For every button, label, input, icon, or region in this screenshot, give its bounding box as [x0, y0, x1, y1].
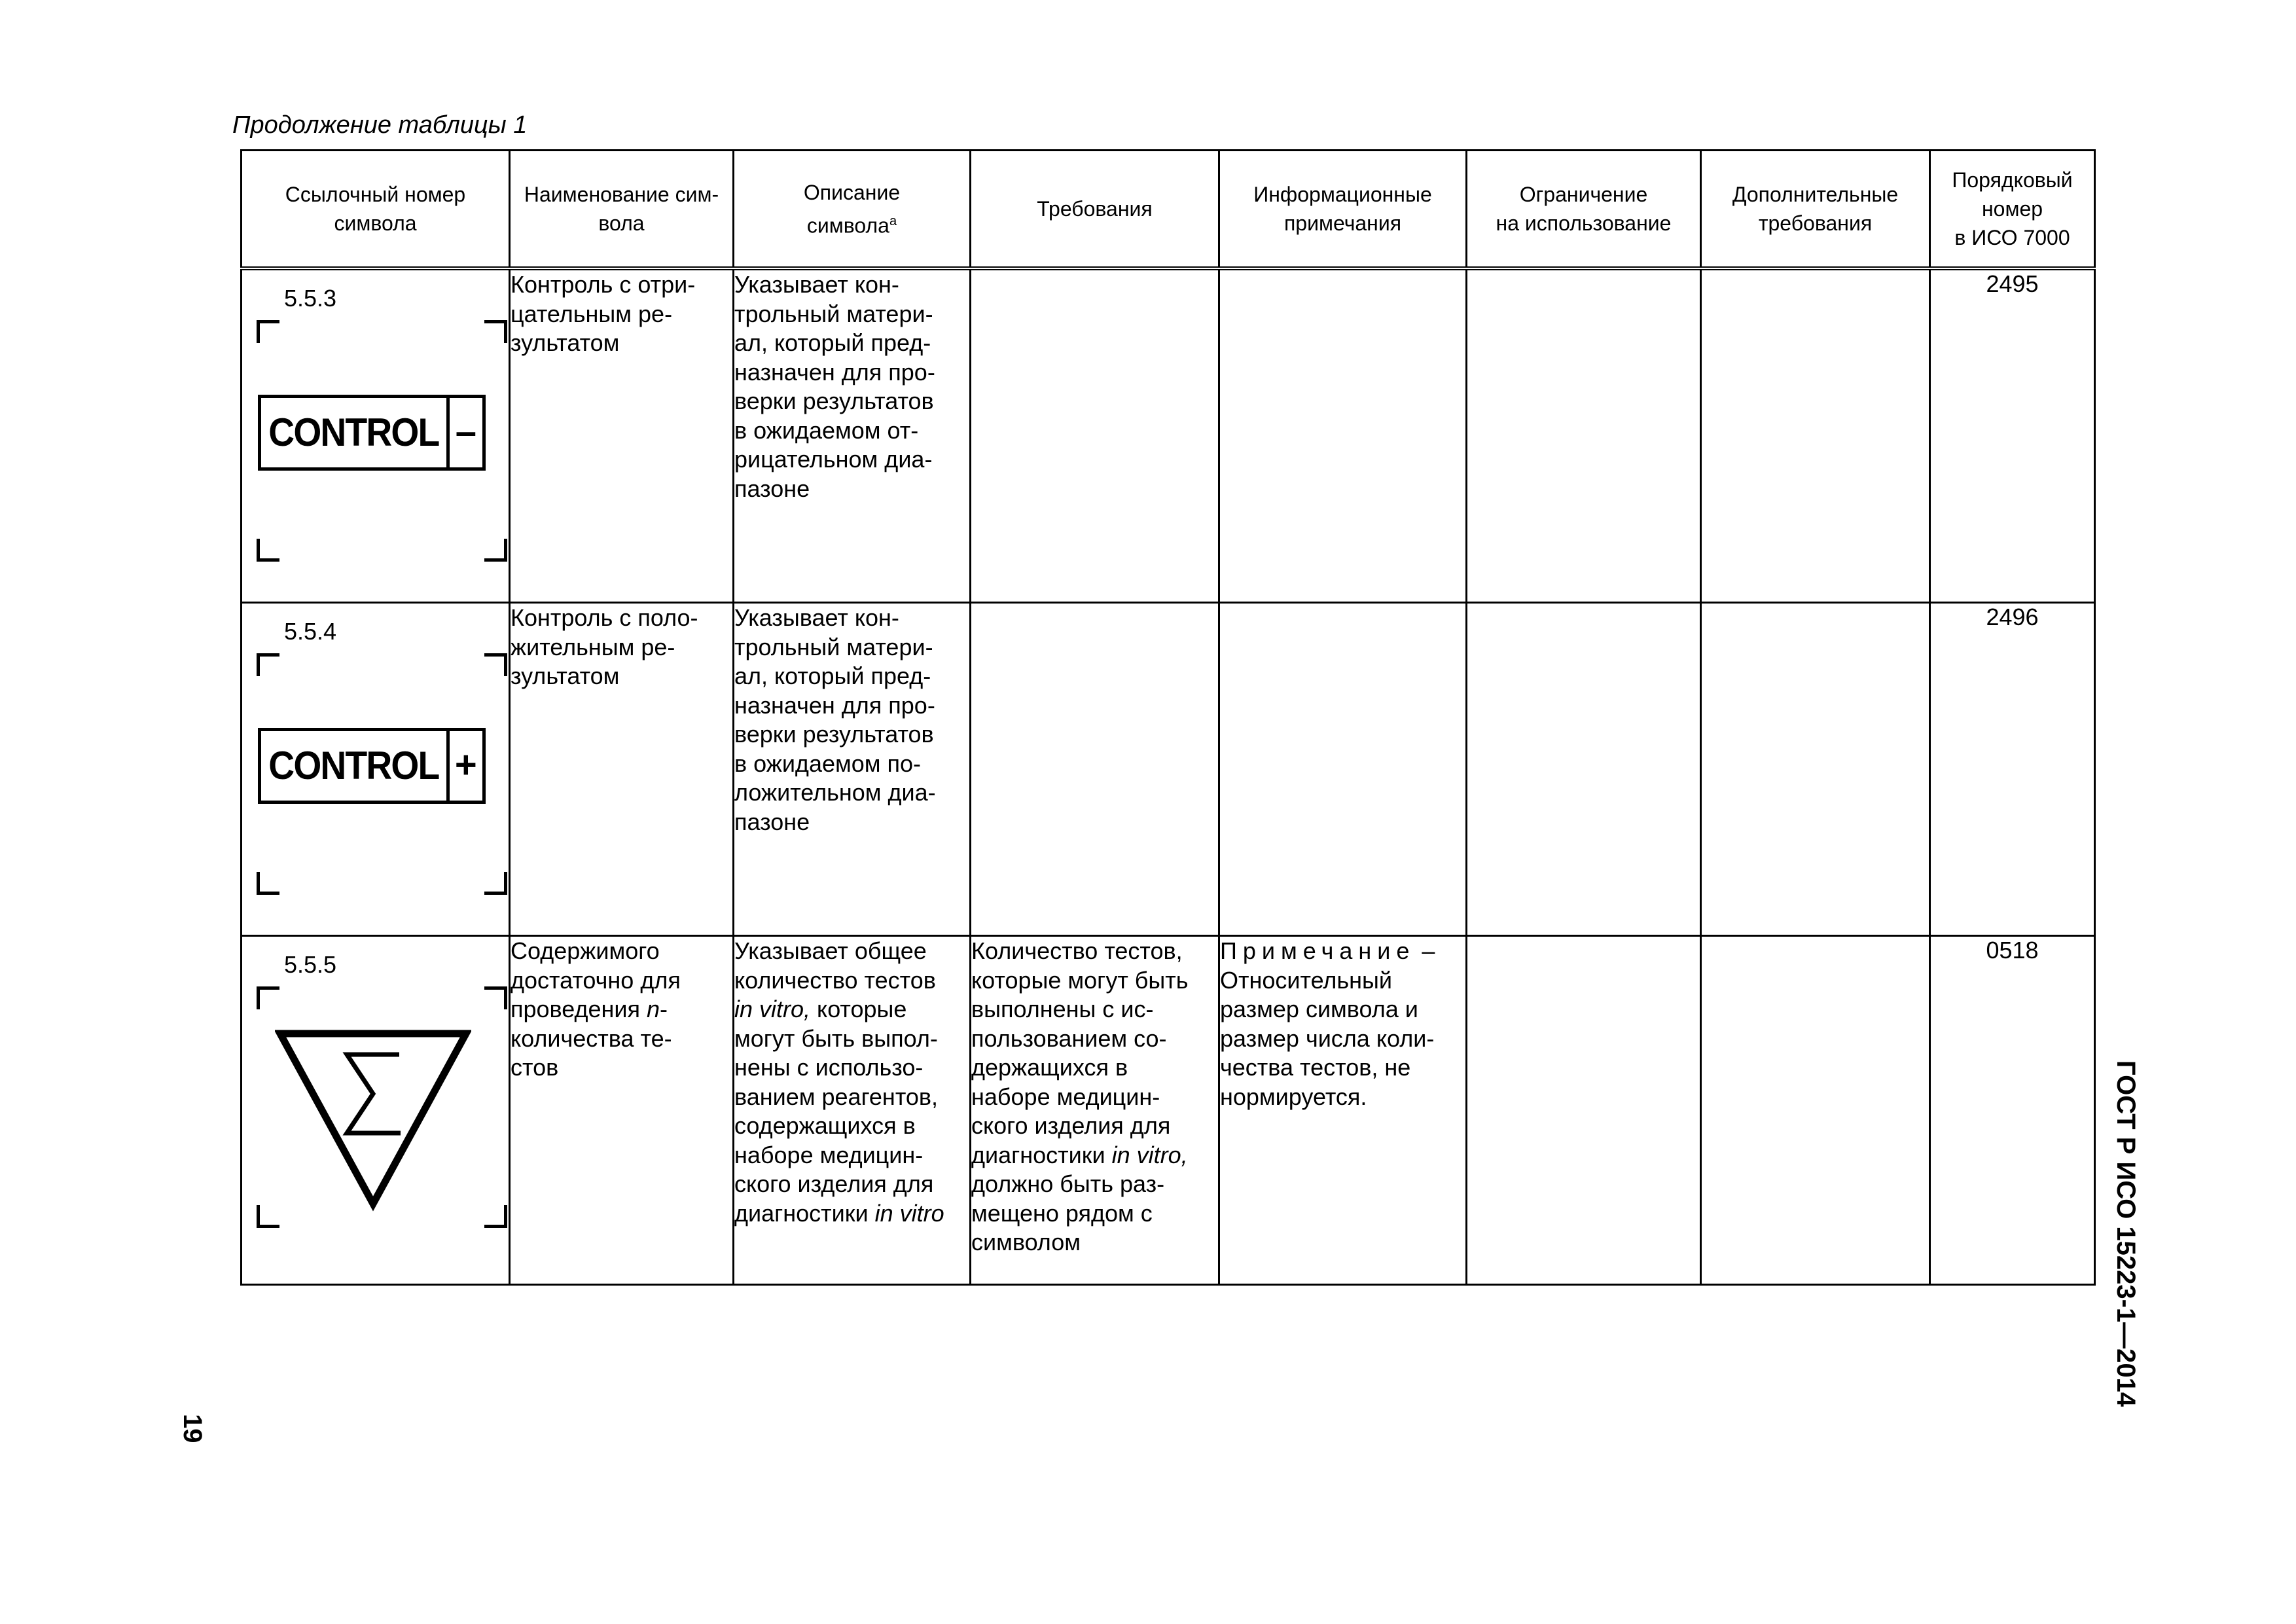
symbol-cell: [242, 936, 510, 1285]
symbol-description: Указывает общее количество тестов in vitro, которые могут быть выпол- нены с использо- ванием реагентов, содержащихся в наборе медицин- ского изделия для диагностики in vitro: [734, 936, 971, 1285]
corner-mark: [484, 986, 507, 1009]
symbol-name: Контроль с отри- цательным ре- зультатом: [510, 268, 734, 603]
info-notes-cell: [1219, 268, 1467, 603]
corner-mark: [257, 320, 279, 343]
corner-mark: [484, 872, 507, 895]
symbol-description: Указывает кон- трольный матери- ал, который пред- назначен для про- верки результатов в ожидаемом по- ложительном диа- пазоне: [734, 603, 971, 936]
iso-number: 2496: [1930, 603, 2095, 936]
header-req: Требования: [971, 151, 1219, 269]
corner-mark: [484, 320, 507, 343]
ref-number: 5.5.3: [284, 285, 337, 312]
header-row: [242, 151, 2095, 269]
corner-mark: [484, 653, 507, 676]
table-row: [242, 936, 2095, 1285]
extra-requirements-cell: [1701, 936, 1930, 1285]
corner-mark: [257, 986, 279, 1009]
iso-number: 2495: [1930, 268, 2095, 603]
table-caption: Продолжение таблицы 1: [232, 111, 528, 139]
corner-mark: [257, 653, 279, 676]
table-row: [242, 268, 2095, 603]
corner-mark: [257, 872, 279, 895]
header-limit: Ограничение на использование: [1467, 151, 1701, 269]
requirements-cell: Количество тестов, которые могут быть выполнены с ис- пользованием со- держащихся в наборе медицин- ского изделия для диагностики in vitro, должно быть раз- мещено рядом с символом: [971, 936, 1219, 1285]
header-extra: Дополнительные требования: [1701, 151, 1930, 269]
ref-number: 5.5.4: [284, 618, 337, 645]
limitations-cell: [1467, 268, 1701, 603]
corner-mark: [257, 539, 279, 562]
symbol-cell: [242, 268, 510, 603]
symbol-description: Указывает кон- трольный матери- ал, который пред- назначен для про- верки результатов в ожидаемом от- рицательном диа- пазоне: [734, 268, 971, 603]
header-ref: Ссылочный номер символа: [242, 151, 510, 269]
requirements-cell: [971, 268, 1219, 603]
symbol-name: Контроль с поло- жительным ре- зультатом: [510, 603, 734, 936]
document-title: ГОСТ Р ИСО 15223-1—2014: [2111, 1060, 2140, 1407]
limitations-cell: [1467, 603, 1701, 936]
extra-requirements-cell: [1701, 603, 1930, 936]
iso-number: 0518: [1930, 936, 2095, 1285]
control-positive-icon: CONTROL +: [258, 728, 486, 804]
header-info: Информационные примечания: [1219, 151, 1467, 269]
header-name: Наименование сим- вола: [510, 151, 734, 269]
page-number: 19: [178, 1414, 207, 1443]
requirements-cell: [971, 603, 1219, 936]
table-row: [242, 603, 2095, 936]
info-notes-cell: Примечание – Относительный размер символа и размер числа коли- чества тестов, не нормируется.: [1219, 936, 1467, 1285]
control-negative-icon: CONTROL –: [258, 395, 486, 471]
symbol-cell: [242, 603, 510, 936]
ref-number: 5.5.5: [284, 951, 337, 978]
limitations-cell: [1467, 936, 1701, 1285]
corner-mark: [484, 1205, 507, 1228]
header-iso: Порядковый номер в ИСО 7000: [1930, 151, 2095, 269]
extra-requirements-cell: [1701, 268, 1930, 603]
sigma-triangle-icon: [275, 1028, 471, 1212]
symbols-table: [240, 149, 2096, 1286]
corner-mark: [484, 539, 507, 562]
info-notes-cell: [1219, 603, 1467, 936]
symbol-name: Содержимого достаточно для проведения n- количества те- стов: [510, 936, 734, 1285]
header-desc: Описание символа$^a$: [734, 151, 971, 269]
